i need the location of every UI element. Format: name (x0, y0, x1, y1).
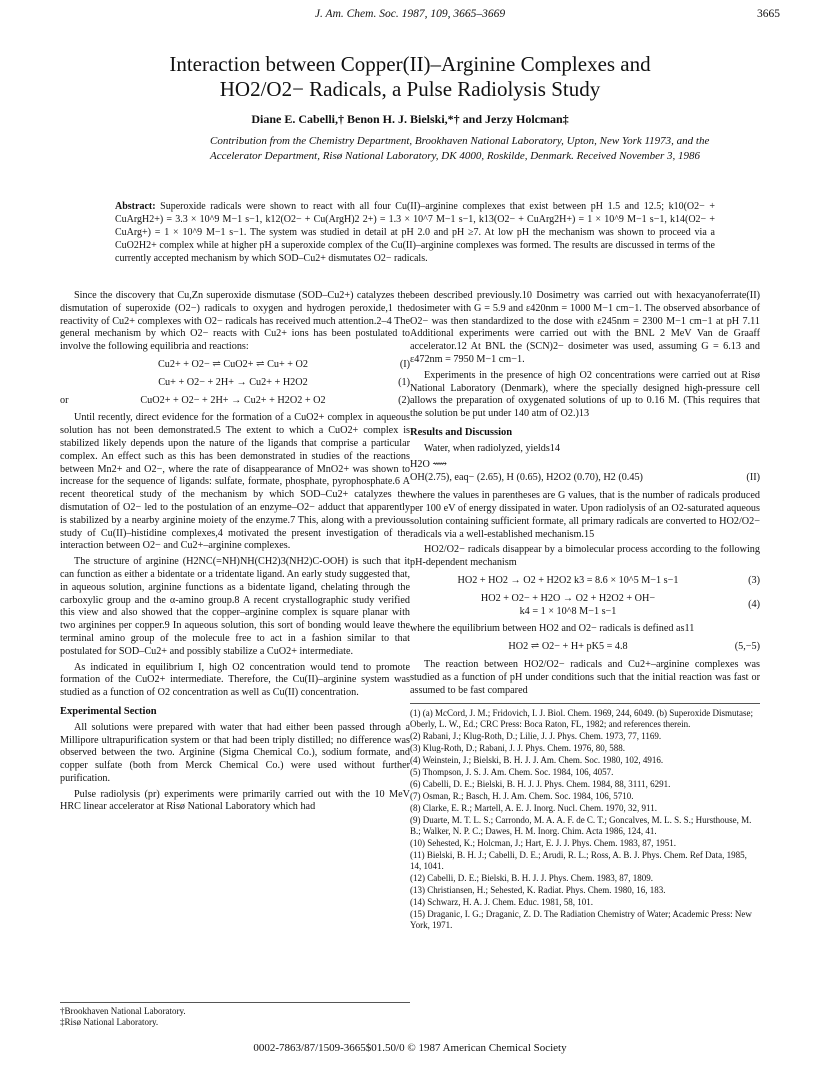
paragraph: The reaction between HO2/O2− radicals and Cu2+–arginine complexes was studied as a function of pH under conditions such that the initial reaction was fast or assumed to be fast compared (410, 658, 760, 696)
reference: (15) Draganic, I. G.; Draganic, Z. D. The Radiation Chemistry of Water; Academic Press: New York, 1971. (410, 909, 752, 931)
reference: (9) Duarte, M. T. L. S.; Carrondo, M. A. A. F. de C. T.; Goncalves, M. L. S. S.; Hursthouse, M. B.; Walker, N. P. C.; Dawes, H. M. Inorg. Chim. Acta 1986, 124, 41. (410, 815, 752, 837)
paragraph: where the values in parentheses are G values, that is the number of radicals produced per 100 eV of energy dissipated in water. Upon radiolysis of an O2-saturated aqueous solution containing sufficient formate, all primary radicals are converted to HO2/O2− radicals via a well-established mechanism.15 (410, 490, 760, 540)
equation-body: HO2 ⇌ O2− + H+ pK5 = 4.8 (508, 641, 628, 653)
reference: (14) Schwarz, H. A. J. Chem. Educ. 1981, 58, 101. (410, 897, 593, 908)
equation-3 (410, 575, 760, 588)
paper-title (90, 52, 730, 102)
abstract-text: Superoxide radicals were shown to react with all four Cu(II)–arginine complexes that exist between pH 1.5 and 12.5; k10(O2− + CuArgH2+) = 3.3 × 10^9 M−1 s−1, k12(O2− + Cu(ArgH)2 2+) = 1.3 × 10^7 M−1 s−1, k13(O2− + CuArg2H+) = 1 × 10^9 M−1 s−1, k14(O2− + CuArg+) = 1 × 10^9 M−1 s−1. The system was studied in detail at pH 2.0 and pH ≥7. At low pH the mechanism was shown to proceed via a CuO2H2+ complex while at higher pH a superoxide complex of the Cu(II)–arginine complexes was formed. The results are discussed in terms of the currently accepted mechanism by which SOD–Cu2+ dismutates O2− radicals. (115, 201, 715, 264)
equation-1 (60, 377, 410, 390)
equation-prefix: or (60, 394, 69, 406)
reference: (3) Klug-Roth, D.; Rabani, J. J. Phys. Chem. 1976, 80, 588. (410, 743, 625, 754)
paragraph: been described previously.10 Dosimetry was carried out with hexacyanoferrate(II) dosimeter with G = 5.9 and ε420nm = 1000 M−1 cm−1. The observed absorbance of O2− was then standardized to the dose with ε245nm = 2300 M−1 cm−1 at pH 7.11 Additional experiments were carried out with the BNL 2 MeV Van de Graaff accelerator.12 At BNL the (SCN)2− dosimeter was used, assuming G = 6.13 and ε472nm = 7950 M−1 cm−1. (410, 290, 760, 365)
journal-citation: J. Am. Chem. Soc. 1987, 109, 3665–3669 (314, 8, 506, 20)
section-heading-experimental: Experimental Section (60, 705, 157, 717)
equation-body: CuO2+ + O2− + 2H+ → Cu2+ + H2O2 + O2 (140, 394, 326, 406)
title-line-1: Interaction between Copper(II)–Arginine Complexes and (169, 52, 651, 76)
equation-body: HO2 + HO2 → O2 + H2O2 k3 = 8.6 × 10^5 M−1 s−1 (457, 574, 679, 586)
reference: (5) Thompson, J. S. J. Am. Chem. Soc. 1984, 106, 4057. (410, 767, 614, 778)
abstract (115, 200, 715, 265)
reference: (8) Clarke, E. R.; Martell, A. E. J. Inorg. Nucl. Chem. 1970, 32, 911. (410, 803, 657, 814)
affiliation: Contribution from the Chemistry Department, Brookhaven National Laboratory, Upton, New York 11973, and the Accelerator Department, Risø National Laboratory, DK 4000, Roskilde, Denmark. Received November 3, 1986 (210, 135, 710, 162)
equation-body: OH(2.75), eaq− (2.65), H (0.65), H2O2 (0.70), H2 (0.45) (410, 472, 643, 484)
equation-number: (4) (748, 599, 760, 611)
equation-I (60, 359, 410, 372)
reference: (7) Osman, R.; Basch, H. J. Am. Chem. Soc. 1984, 106, 5710. (410, 791, 634, 802)
equation-body: Cu+ + O2− + 2H+ → Cu2+ + H2O2 (158, 376, 308, 388)
equation-2 (60, 395, 410, 408)
reference: (12) Cabelli, D. E.; Bielski, B. H. J. J. Phys. Chem. 1983, 87, 1809. (410, 873, 653, 884)
equation-II-lhs: H2O ⟿ (410, 458, 447, 470)
abstract-label: Abstract: (115, 201, 156, 212)
author-list: Diane E. Cabelli,† Benon H. J. Bielski,*† and Jerzy Holcman‡ (251, 112, 569, 126)
paragraph: Pulse radiolysis (pr) experiments were primarily carried out with the 10 MeV HRC linear accelerator at Risø National Laboratory which had (60, 788, 410, 813)
page-number: 3665 (757, 8, 780, 20)
paragraph: Experiments in the presence of high O2 concentrations were carried out at Risø National Laboratory (Denmark), where the specially designed high-pressure cell allows the preparation of oxygenated solutions of up to 0.16 M. (This requires that the solution be put under 140 atm of O2.)13 (410, 369, 760, 420)
left-column (60, 290, 410, 817)
reference: (4) Weinstein, J.; Bielski, B. H. J. J. Am. Chem. Soc. 1980, 102, 4916. (410, 755, 664, 766)
equation-number: (II) (746, 472, 760, 484)
reference: (13) Christiansen, H.; Sehested, K. Radiat. Phys. Chem. 1980, 16, 183. (410, 885, 666, 896)
equation-number: (2) (398, 394, 410, 406)
paragraph: All solutions were prepared with water that had either been passed through a Millipore ultrapurification system or that had been triply distilled; no difference was observed between the two. Arginine (Sigma Chemical Co.), sodium formate, and copper sulfate (both from Merck Chemical Co.) were used without further purification. (60, 721, 410, 784)
right-column (410, 290, 760, 932)
reference: (2) Rabani, J.; Klug-Roth, D.; Lilie, J. J. Phys. Chem. 1973, 77, 1169. (410, 731, 662, 742)
equation-number: (3) (748, 574, 760, 586)
paragraph: where the equilibrium between HO2 and O2− radicals is defined as11 (410, 623, 695, 635)
reference-list (410, 703, 760, 931)
reference: (6) Cabelli, D. E.; Bielski, B. H. J. J. Phys. Chem. 1984, 88, 3111, 6291. (410, 779, 671, 790)
reference: (11) Bielski, B. H. J.; Cabelli, D. E.; Arudi, R. L.; Ross, A. B. J. Phys. Chem. Ref Data, 1985, 14, 1041. (410, 850, 747, 872)
paragraph: Until recently, direct evidence for the formation of a CuO2+ complex in aqueous solution has not been demonstrated.5 The extent to which a CuO2+ complex is stabilized likely depends upon the nature of the ligands that comprise a particular complex. An effect such as this has been demonstrated in studies of the reactions between Mn2+ and O2−, where the rate of disappearance of MnO2+ was shown to increase for the sequence of ligands: sulfate, formate, phosphate, pyrophosphate.6 A recent theoretical study of the mechanism by which SOD–Cu2+ catalyzes the dismutation of O2− led to the postulation of an enzyme–O2− adduct that apparently is stabilized by a nearby arginine moiety of the enzyme.7 This, along with a previous study of Cu(II)–histidine complexes,4 motivated the present investigation of the interaction between O2− and Cu2+–arginine complexes. (60, 412, 410, 552)
equation-body: Cu2+ + O2− ⇌ CuO2+ ⇌ Cu+ + O2 (157, 358, 309, 370)
equation-4 (410, 593, 760, 619)
equation-number: (1) (398, 376, 410, 388)
rate-constant: k4 = 1 × 10^8 M−1 s−1 (519, 605, 617, 617)
equation-II (410, 472, 760, 485)
section-heading-results: Results and Discussion (410, 426, 513, 438)
footnote: †Brookhaven National Laboratory. (60, 1006, 186, 1016)
paragraph: The structure of arginine (H2NC(=NH)NH(CH2)3(NH2)C-OOH) is such that it can function as either a bidentate or a tridentate ligand. An early study suggested that, in aqueous solution, arginine functions as a bidentate ligand, chelating through the carboxylic group and the α-amino group.8 A recent crystallographic study verified this view and also showed that the copper–arginine complex is square planar with two arginines per copper.9 In aqueous solution, this sort of bonding would leave the terminal amino group of the molecule free to act in a fashion similar to that postulated for SOD–Cu2+ and possibly stabilize a CuO2+ intermediate. (60, 556, 410, 657)
paragraph: HO2/O2− radicals disappear by a bimolecular process according to the following pH-dependent mechanism (410, 544, 760, 569)
reference: (1) (a) McCord, J. M.; Fridovich, I. J. Biol. Chem. 1969, 244, 6049. (b) Superoxide Dismutase; Oberly, L. W., Ed.; CRC Press: Boca Raton, FL, 1982; and references therein. (410, 708, 753, 730)
equation-body: HO2 + O2− + H2O → O2 + H2O2 + OH− (480, 592, 656, 604)
equation-number: (I) (399, 358, 410, 370)
title-line-2: HO2/O2− Radicals, a Pulse Radiolysis Study (219, 77, 601, 101)
reference: (10) Sehested, K.; Holcman, J.; Hart, E. J. J. Phys. Chem. 1983, 87, 1951. (410, 838, 676, 849)
paragraph: Water, when radiolyzed, yields14 (424, 442, 560, 454)
copyright-footer: 0002-7863/87/1509-3665$01.50/0 © 1987 American Chemical Society (253, 1042, 567, 1054)
paragraph: Since the discovery that Cu,Zn superoxide dismutase (SOD–Cu2+) catalyzes the dismutation of superoxide (O2−) radicals to oxygen and hydrogen peroxide,1 the reactivity of Cu2+ complexes with O2− radicals has received much attention.2–4 The general mechanism by which O2− reacts with Cu2+ ions has been postulated to involve the following equilibria and reactions: (60, 290, 410, 353)
paragraph: As indicated in equilibrium I, high O2 concentration would tend to promote formation of the CuO2+ intermediate. Therefore, the Cu(II)–arginine system was studied as a function of O2 concentration as well as Cu(II) concentration. (60, 661, 410, 699)
author-footnotes (60, 1002, 410, 1028)
footnote: ‡Risø National Laboratory. (60, 1017, 159, 1027)
equation-5 (410, 641, 760, 654)
running-header (40, 8, 780, 26)
equation-number: (5,−5) (734, 641, 760, 653)
